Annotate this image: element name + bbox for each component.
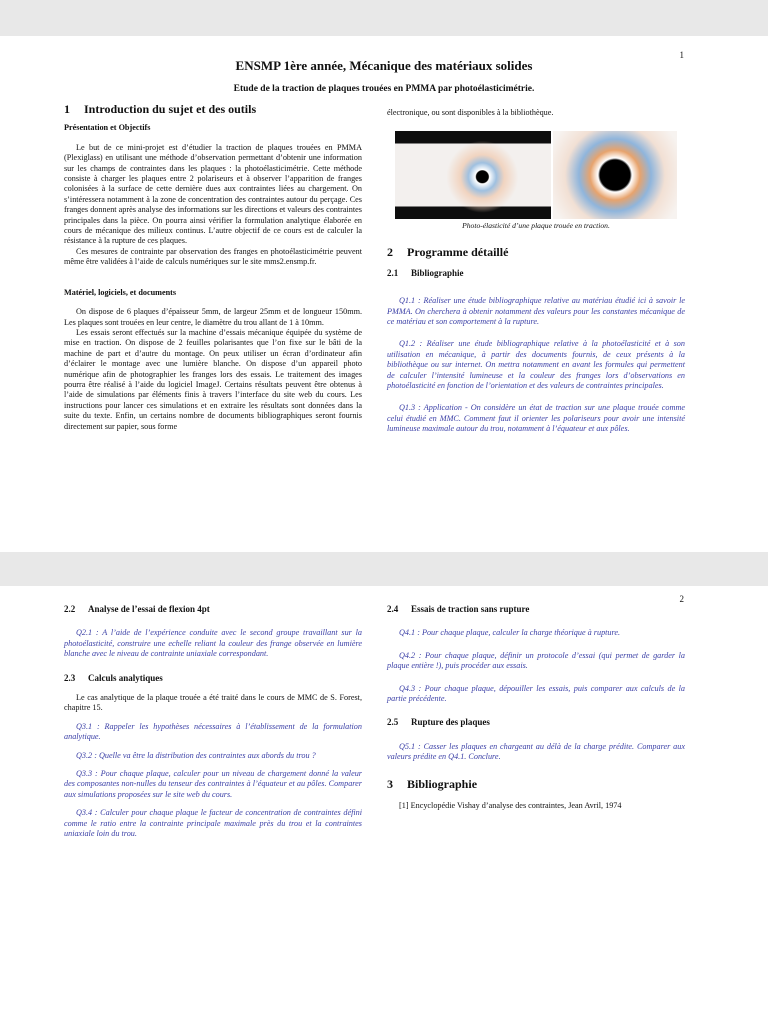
subsection-number: 2.4 (387, 604, 399, 614)
document-title: ENSMP 1ère année, Mécanique des matériaux solides (235, 58, 533, 73)
paragraph: Le but de ce mini-projet est d’étudier la traction de plaques trouées en PMMA (Plexiglass) en utilisant une méthode d’observation permettant d’obtenir une information sur les champs de contraintes dans les plaques : la photoélasticimétrie. Cette méthode consiste à charger les plaques entre 2 polariseurs et à observer l’apparition de franges colonisées à la surface de cette dernière dues aux contraintes liées au chargement. On s’intéressera notamment à la zone de concentration des contraintes autour du perçage. Ces franges donnent après analyse des informations sur les directions et valeurs des contraintes principales dans la pièce. On pourra ainsi vérifier la formulation analytique élaborée en cours de mécanique des milieux continus. L’autre objectif de ce cours est de calculer la résistance à la rupture de ces plaques. (64, 142, 362, 246)
subsection-title: Calculs analytiques (88, 672, 163, 683)
subsection-title: Analyse de l’essai de flexion 4pt (88, 604, 210, 614)
section-number: 2 (387, 245, 393, 260)
section-title: Introduction du sujet et des outils (84, 102, 257, 116)
question-q4-2: Q4.2 : Pour chaque plaque, définir un protocole d’essai (qui permet de garder la plaque entière !), puis procéder aux essais. (387, 650, 685, 671)
question-q3-4: Q3.4 : Calculer pour chaque plaque le facteur de concentration de contraintes défini comme le ratio entre la contrainte principale maximale près du trou et la contraintes uniaxiale loin du trou. (64, 808, 362, 839)
subsection-heading-2-3 (64, 673, 362, 683)
subheading-presentation: Présentation et Objectifs (64, 123, 151, 133)
question-q4-1: Q4.1 : Pour chaque plaque, calculer la charge théorique à rupture. (399, 628, 621, 638)
question-q4-3: Q4.3 : Pour chaque plaque, dépouiller les essais, puis comparer aux calculs de la partie précédente. (387, 683, 685, 704)
subsection-number: 2.3 (64, 672, 76, 683)
question-q3-3: Q3.3 : Pour chaque plaque, calculer pour un niveau de chargement donné la valeur des composantes non-nulles du tenseur des contraintes à l’équateur et au pôles. Comparer aux simulations proposées sur le site web du cours. (64, 769, 362, 799)
page-number: 1 (679, 50, 684, 60)
page-2 (0, 586, 768, 1024)
page-1 (0, 36, 768, 552)
subsection-title: Rupture des plaques (411, 717, 490, 728)
subsection-title: Bibliographie (411, 267, 464, 278)
subsection-number: 2.2 (64, 604, 76, 614)
reference-1: [1] Encyclopédie Vishay d’analyse des contraintes, Jean Avril, 1974 (399, 801, 622, 811)
paragraph: Les essais seront effectués sur la machine d’essais mécanique équipée du système de mise en traction. On dispose de 2 feuilles polarisantes que l’on fixe sur le bâti de la machine de part et d’autre du montage. On peux utiliser un écran d’ordinateur afin d’éclairer le montage avec une lumière blanche. On dispose d’un appareil photo numérique afin de photographier les franges lors des essais. Le traitement des images pourra être réalisé à l’aide du logiciel ImageJ. Certains résultats peuvent être obtenus à l’aide de simulations par éléments finis à travers l’interface du site web du cours. Les instructions pour lancer ces simulations et en extraire les résultats sont données dans la suite du texte. Enfin, un certains nombre de documents bibliographiques seront fournis directement sur papier, sous forme (64, 327, 362, 431)
section-heading-3 (387, 776, 685, 791)
figure-caption: Photo-élasticité d’une plaque trouée en traction. (462, 221, 610, 230)
subsection-number: 2.1 (387, 267, 399, 278)
page-number: 2 (679, 594, 684, 604)
section-title: Bibliographie (407, 776, 478, 791)
subsection-heading-2-4 (387, 604, 685, 614)
question-q1-2: Q1.2 : Réaliser une étude bibliographique relative à la photoélasticité et à son utilisation en mécanique, à partir des documents fournis, de ceux présents à la bibliothèque ou sur internet. On mettra notamment en avant les formules qui permettent de calculer l’intensité lumineuse et la couleur des franges lors d’observations en photoélasticité en fonction de l’orientation et des valeurs de contraintes principales. (387, 339, 685, 391)
question-q1-1: Q1.1 : Réaliser une étude bibliographique relative au matériau étudié ici à savoir le PMMA. On cherchera à obtenir notamment des valeurs pour les constantes mécanique de ce matériau et son comportement à la rupture. (387, 296, 685, 327)
paragraph: Le cas analytique de la plaque trouée a été traité dans le cours de MMC de S. Forest, chapitre 15. (64, 693, 362, 713)
question-q2-1: Q2.1 : A l’aide de l’expérience conduite avec le second groupe travaillant sur la photoélasticité, construire une echelle reliant la couleur des frange observée en lumière blanche avec le niveau de contrainte uniaxiale correspondant. (64, 628, 362, 659)
question-q3-1: Q3.1 : Rappeler les hypothèses nécessaires à l’établissement de la formulation analytique. (64, 721, 362, 742)
right-column (387, 604, 685, 811)
paragraph: On dispose de 6 plaques d’épaisseur 5mm, de largeur 25mm et de longueur 150mm. Les plaques sont trouées en leur centre, le diamètre du trou allant de 1 à 10mm. (64, 307, 362, 327)
photoelasticity-photo-left (395, 131, 551, 219)
photoelasticity-photo-right (553, 131, 677, 219)
question-q3-2: Q3.2 : Quelle va être la distribution des contraintes aux abords du trou ? (76, 750, 316, 760)
paragraph: Ces mesures de contrainte par observation des franges en photoélasticimétrie peuvent même être validées à l’aide de calculs numériques sur le site mms2.ensmp.fr. (64, 246, 362, 267)
left-column (64, 104, 362, 432)
right-column (387, 221, 685, 435)
subsection-heading-2-2 (64, 604, 362, 614)
right-column-top (387, 108, 685, 118)
subsection-heading-2-5 (387, 717, 685, 727)
subsection-number: 2.5 (387, 717, 399, 728)
subheading-materiel: Matériel, logiciels, et documents (64, 287, 177, 297)
left-column (64, 604, 362, 840)
subsection-title: Essais de traction sans rupture (411, 604, 530, 614)
section-heading-1 (64, 104, 362, 114)
question-q1-3: Q1.3 : Application - On considère un état de traction sur une plaque trouée comme celui étudié en MMC. Comment faut il orienter les polariseurs pour avoir une intensité lumineuse maximale autour du trou, notamment à l’équateur et aux pôles. (387, 403, 685, 434)
subsection-heading-2-1 (387, 268, 685, 278)
section-number: 1 (64, 102, 70, 116)
document-subtitle: Etude de la traction de plaques trouées en PMMA par photoélasticimétrie. (233, 84, 535, 94)
section-heading-2 (387, 245, 685, 260)
question-q5-1: Q5.1 : Casser les plaques en chargeant au délà de la charge prédite. Comparer aux valeurs prédite en Q4.1. Conclure. (387, 741, 685, 762)
paragraph-continuation: électronique, ou sont disponibles à la bibliothèque. (387, 108, 554, 117)
section-title: Programme détaillé (407, 245, 509, 260)
section-number: 3 (387, 776, 393, 791)
